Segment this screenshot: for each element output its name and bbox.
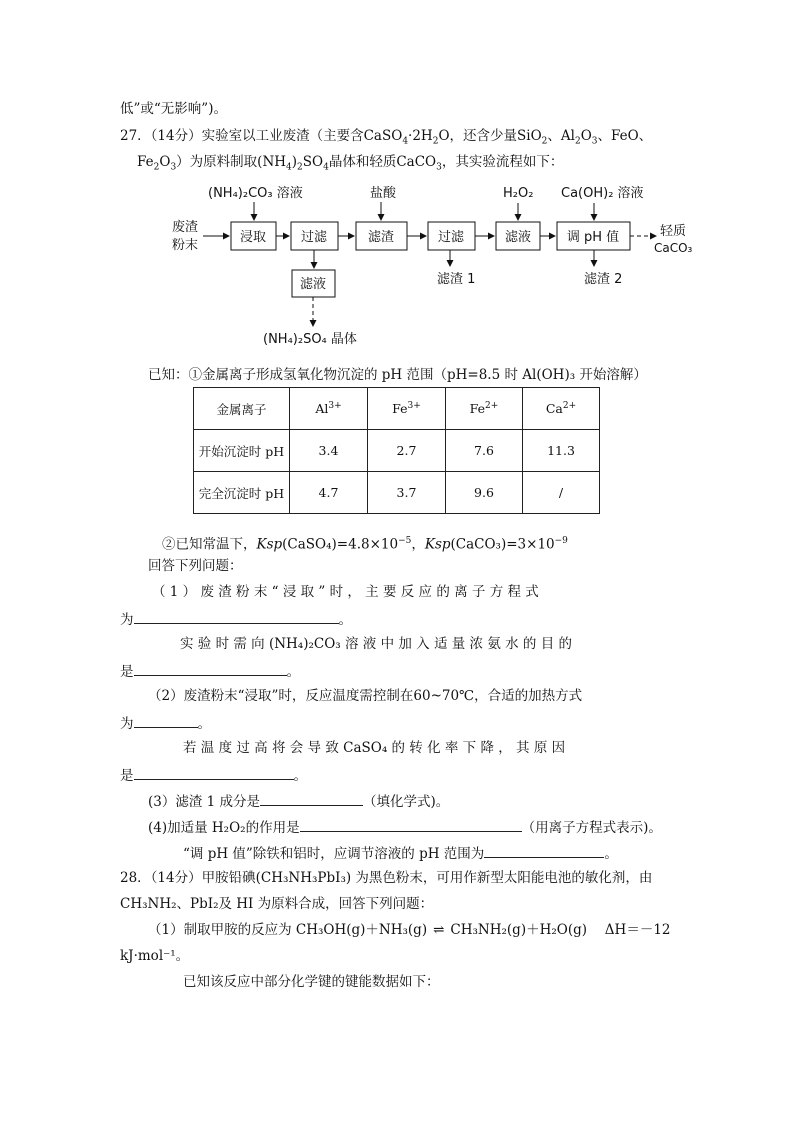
table-row — [194, 472, 600, 514]
answer-blank[interactable] — [134, 609, 339, 624]
q28-known: 已知该反应中部分化学键的键能数据如下： — [183, 974, 440, 990]
reagent-1: (NH₄)₂CO₃ 溶液 — [208, 186, 303, 201]
table-header: $Al^{3+}$ — [290, 388, 368, 430]
q28-header: 28．（14分）甲胺铅碘(CH₃NH₃PbI₃) 为黑色粉末，可用作新型太阳能电池的敏化剂，由 — [120, 870, 653, 886]
flow-diagram — [0, 175, 794, 355]
product-label-1: 轻质 — [660, 224, 687, 239]
q4b-line: “调 pH 值”除铁和铝时，应调节溶液的 pH 范围为 。 — [183, 843, 618, 863]
answer-intro: 回答下列问题： — [148, 558, 243, 574]
answer-blank[interactable] — [134, 661, 287, 676]
top-line: 低”或“无影响”)。 — [120, 101, 227, 117]
table-cell: 完全沉淀时 pH — [194, 472, 290, 514]
q3-line: (3）滤渣 1 成分是 （填化学式)。 — [148, 791, 449, 811]
box-residue-label: 滤渣 — [367, 230, 395, 245]
box-filter-1-label: 过滤 — [300, 230, 328, 245]
answer-blank[interactable] — [484, 843, 604, 858]
q28-header-line2: CH₃NH₂、PbI₂及 HI 为原料合成，回答下列问题： — [120, 896, 434, 912]
answer-blank[interactable] — [134, 765, 294, 780]
q1-answer-line: 为 。 — [120, 609, 352, 629]
reagent-2: 盐酸 — [370, 186, 397, 201]
table-cell: / — [523, 472, 600, 514]
table-cell: 9.6 — [446, 472, 523, 514]
reagent-3: H₂O₂ — [503, 186, 534, 201]
equilibrium-arrow: ⇌ — [433, 922, 445, 938]
q2-text: （2）废渣粉末“浸取”时，反应温度需控制在60~70℃，合适的加热方式 — [148, 688, 583, 704]
box-leach-label: 浸取 — [239, 230, 267, 245]
table-header-row — [194, 388, 600, 430]
answer-blank[interactable] — [134, 713, 198, 728]
start-label-2: 粉末 — [172, 238, 199, 253]
table-header: $Fe^{2+}$ — [446, 388, 523, 430]
answer-blank[interactable] — [300, 817, 522, 832]
table-cell: 2.7 — [368, 430, 446, 472]
box-filtrate-label: 滤液 — [504, 230, 532, 245]
table-cell: 11.3 — [523, 430, 600, 472]
product-label-2: CaCO₃ — [654, 241, 693, 255]
q2b-text: 若 温 度 过 高 将 会 导 致 CaSO₄ 的 转 化 率 下 降 ， 其 原 因 — [183, 740, 566, 756]
answer-blank[interactable] — [260, 791, 363, 806]
known-2: ②已知常温下，$Ksp(CaSO_4)=4.8\times 10^{-5}$，$Ksp(CaCO_3)=3\times 10^{-9}$ — [162, 536, 568, 553]
table-cell: 开始沉淀时 pH — [194, 430, 290, 472]
q28-q1: （1）制取甲胺的反应为 CH₃OH(g)＋NH₃(g) ⇌ CH₃NH₂(g)＋H₂O(g) ΔH＝－12 — [148, 922, 671, 938]
table-row — [194, 430, 600, 472]
table-cell: 3.7 — [368, 472, 446, 514]
q2b-answer-line: 是 。 — [120, 765, 307, 785]
q4-line: (4)加适量 H₂O₂的作用是 （用离子方程式表示)。 — [148, 817, 662, 837]
out-label-2: 滤渣 2 — [584, 272, 623, 287]
known-1: 已知：①金属离子形成氢氧化物沉淀的 pH 范围（pH=8.5 时 Al(OH)₃ 开始溶解） — [148, 367, 647, 383]
q27-header-line2: $Fe_2O_3$）为原料制取$(NH_4)_2SO_4$晶体和轻质CaCO$_3$，其实验流程如下： — [137, 154, 564, 173]
reagent-4: Ca(OH)₂ 溶液 — [561, 186, 644, 201]
q1b-answer-line: 是 。 — [120, 661, 300, 681]
q27-header: 27．（14分）实验室以工业废渣（主要含$CaSO_4\cdot 2H_2O$，还含少量SiO$_2$、$Al_2O_3$、FeO、 — [120, 128, 653, 147]
table-cell: 7.6 — [446, 430, 523, 472]
bottom-product: (NH₄)₂SO₄ 晶体 — [263, 332, 357, 347]
table-header: $Ca^{2+}$ — [523, 388, 600, 430]
box-bottom-filtrate-label: 滤液 — [299, 277, 327, 292]
q1-text: （ 1 ） 废 渣 粉 末 “ 浸 取 ” 时 ， 主 要 反 应 的 离 子 方 程 式 — [152, 584, 539, 600]
box-filter-2-label: 过滤 — [437, 230, 465, 245]
out-label-1: 滤渣 1 — [437, 272, 476, 287]
table-cell: 4.7 — [290, 472, 368, 514]
box-adjust-ph-label: 调 pH 值 — [566, 230, 620, 245]
table-header: 金属离子 — [194, 388, 290, 430]
table-header: $Fe^{3+}$ — [368, 388, 446, 430]
start-label-1: 废渣 — [172, 220, 199, 235]
q28-unit: kJ·mol⁻¹。 — [120, 948, 190, 964]
q1b-text: 实 验 时 需 向 (NH₄)₂CO₃ 溶 液 中 加 入 适 量 浓 氨 水 的 目 的 — [180, 636, 572, 652]
table-cell: 3.4 — [290, 430, 368, 472]
q2-answer-line: 为 。 — [120, 713, 211, 733]
ph-table — [193, 387, 600, 514]
